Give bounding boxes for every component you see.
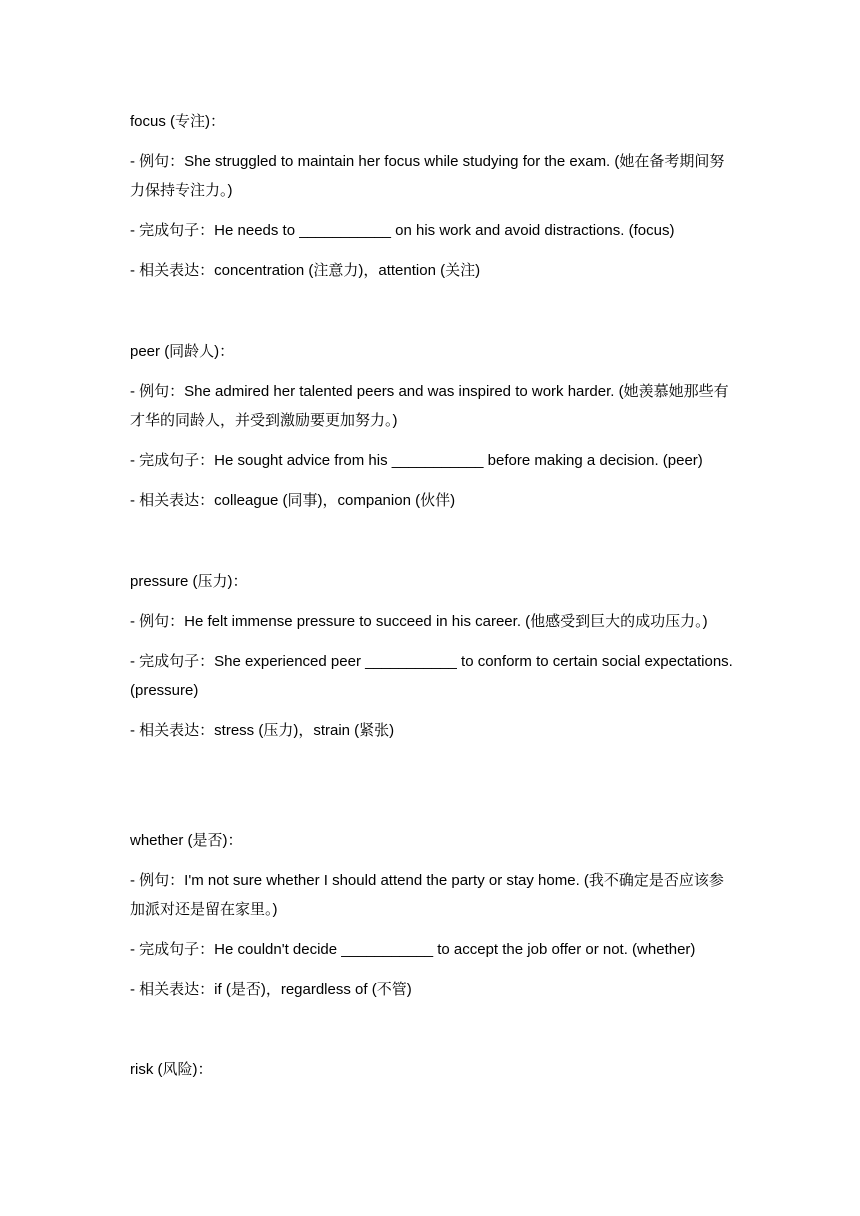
related-expressions: - 相关表达：concentration (注意力)，attention (关注) — [130, 262, 481, 279]
example-sentence: - 例句：He felt immense pressure to succeed in his career. (他感受到巨大的成功压力。) — [130, 613, 708, 630]
vocab-entry-risk — [130, 1055, 735, 1095]
completion-exercise: - 完成句子：She experienced peer ___________ to conform to certain social expectations. (pressure) — [130, 653, 733, 699]
vocab-entry-peer — [130, 337, 735, 515]
vocab-entry-whether — [130, 826, 735, 1004]
example-sentence: - 例句：I'm not sure whether I should attend the party or stay home. (我不确定是否应该参加派对还是留在家里。) — [130, 872, 724, 918]
related-expressions: - 相关表达：if (是否)，regardless of (不管) — [130, 981, 412, 998]
headword: focus (专注)： — [130, 113, 226, 130]
related-expressions: - 相关表达：colleague (同事)，companion (伙伴) — [130, 492, 456, 509]
headword: risk (风险)： — [130, 1061, 213, 1078]
example-sentence: - 例句：She admired her talented peers and was inspired to work harder. (她羡慕她那些有才华的同龄人，并受到激励要更加努力。) — [130, 383, 729, 429]
vocab-entry-focus — [130, 107, 735, 285]
headword: peer (同龄人)： — [130, 343, 235, 360]
completion-exercise: - 完成句子：He sought advice from his ___________ before making a decision. (peer) — [130, 452, 703, 469]
headword: whether (是否)： — [130, 832, 243, 849]
example-sentence: - 例句：She struggled to maintain her focus while studying for the exam. (她在备考期间努力保持专注力。) — [130, 153, 725, 199]
completion-exercise: - 完成句子：He needs to ___________ on his work and avoid distractions. (focus) — [130, 222, 675, 239]
headword: pressure (压力)： — [130, 573, 248, 590]
completion-exercise: - 完成句子：He couldn't decide ___________ to accept the job offer or not. (whether) — [130, 941, 696, 958]
vocab-entry-pressure — [130, 567, 735, 745]
related-expressions: - 相关表达：stress (压力)，strain (紧张) — [130, 722, 395, 739]
